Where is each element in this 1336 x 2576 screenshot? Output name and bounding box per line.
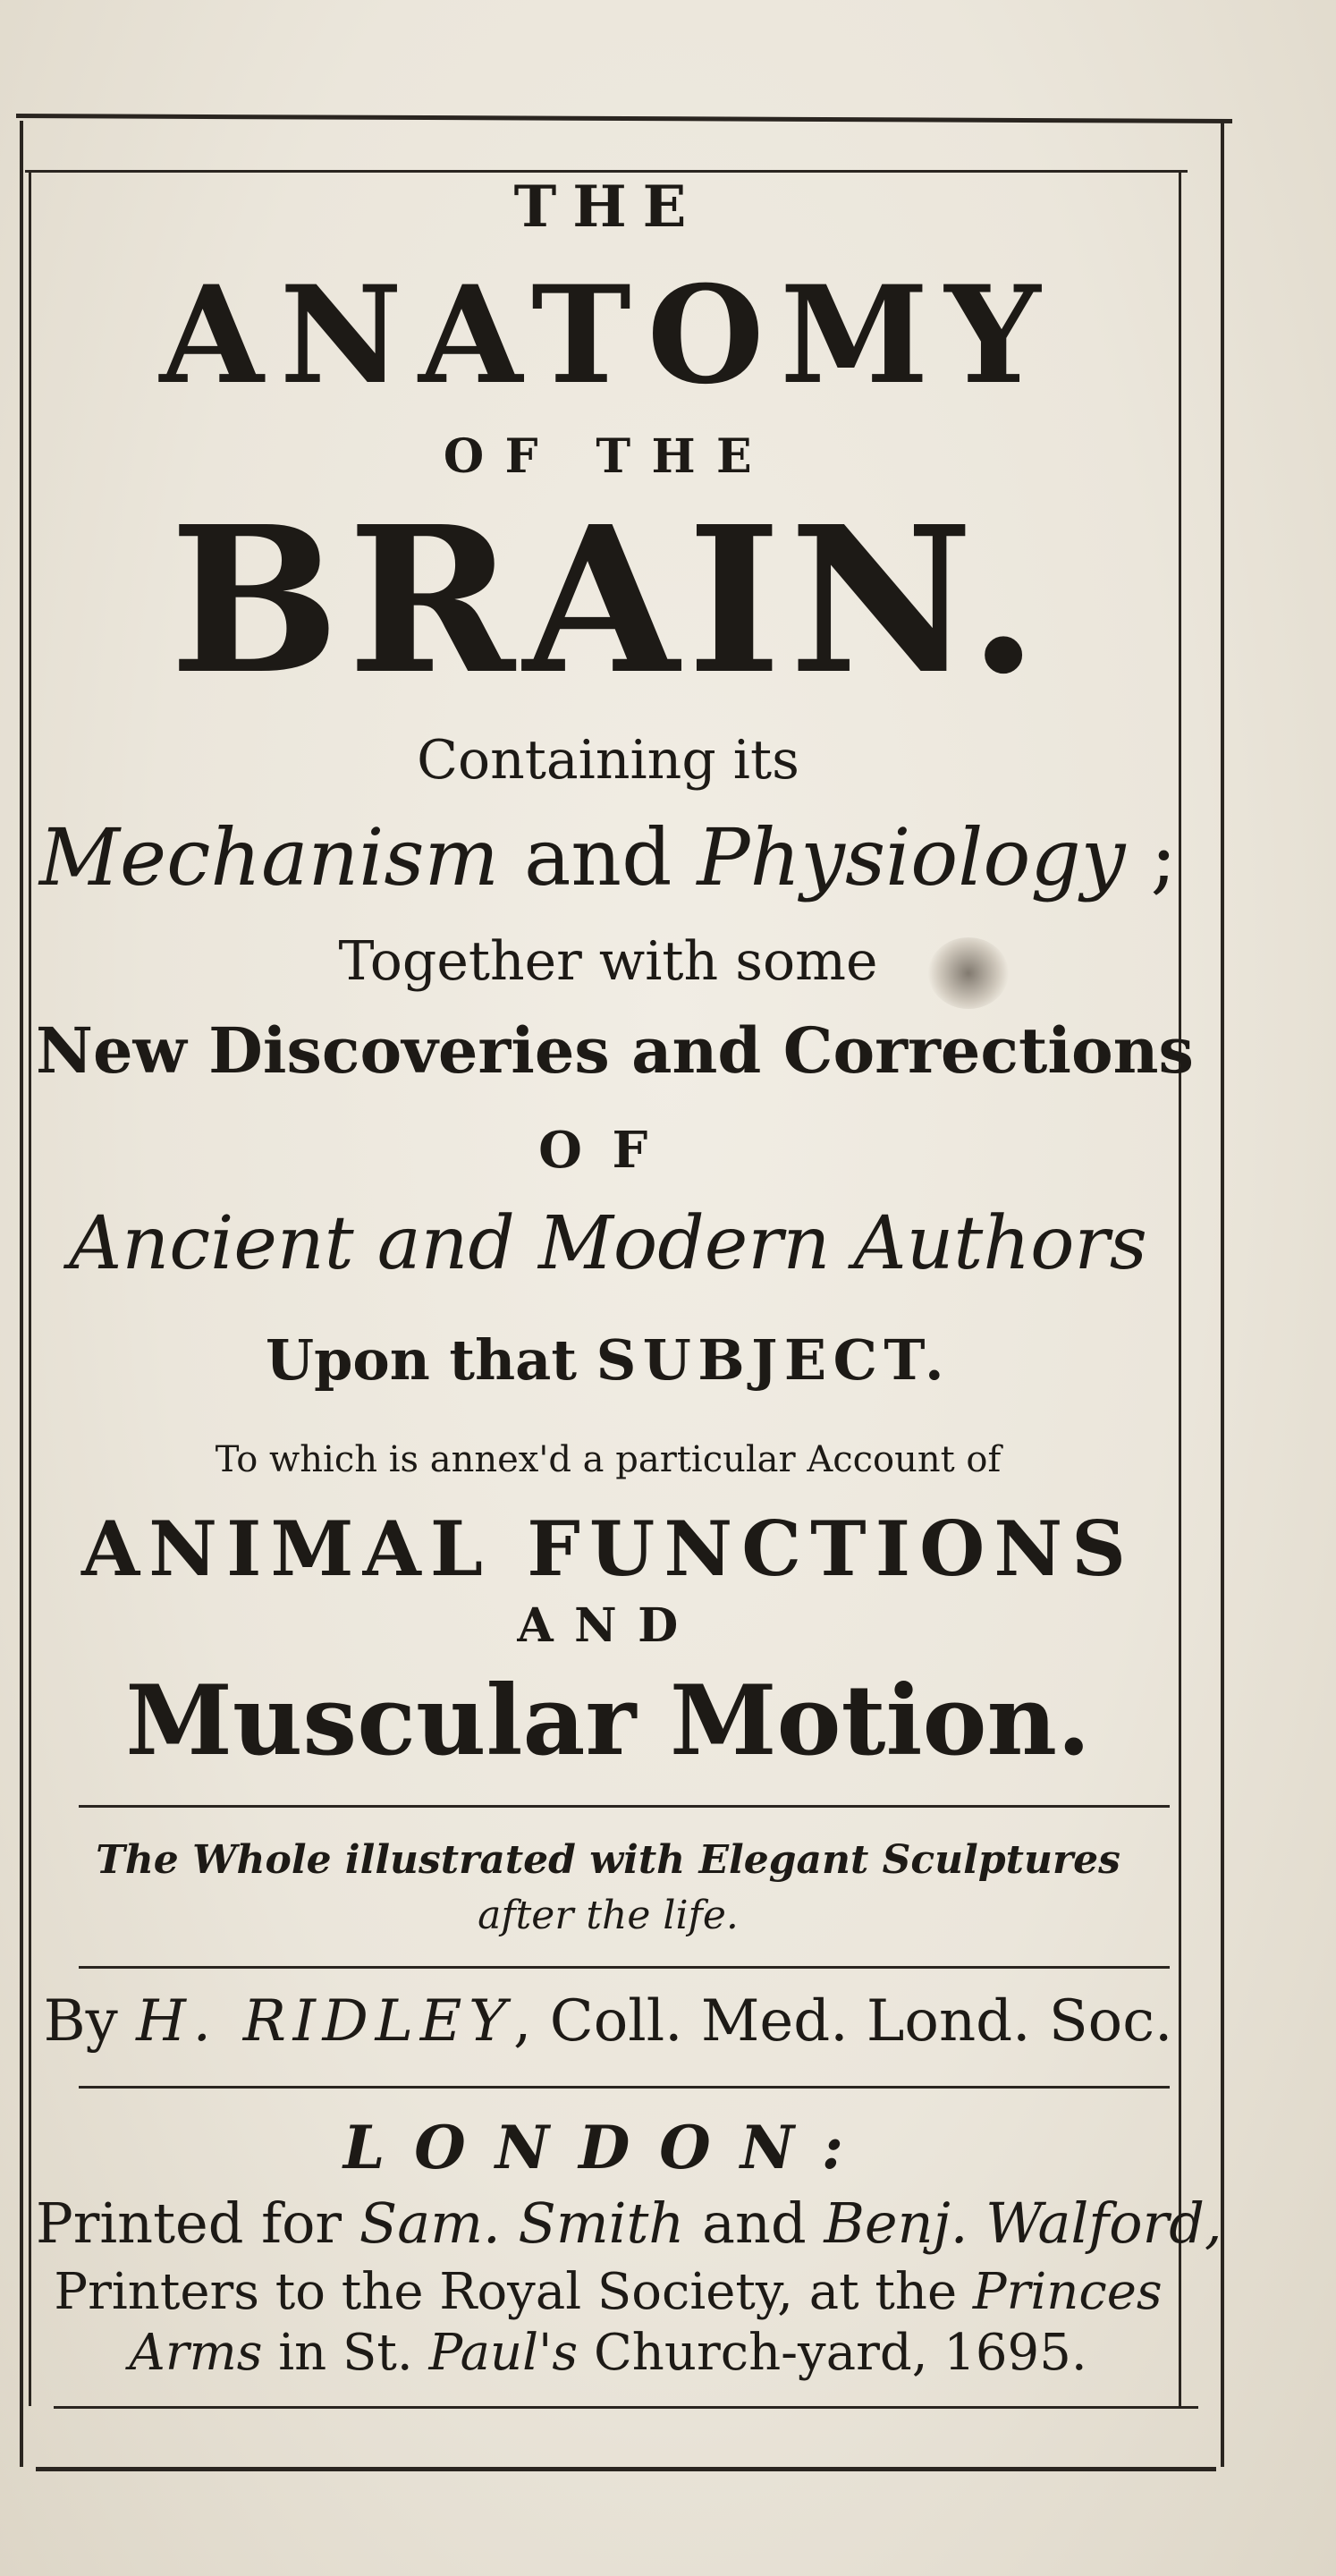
imprint-sam-smith: Sam. Smith (359, 2190, 685, 2256)
mechanism-end: ; (1125, 811, 1178, 903)
subtitle-annex: To which is annex'd a particular Account of (215, 1439, 1002, 1480)
subtitle-upon-subject (36, 1327, 1180, 1393)
subject-text: SUBJECT. (596, 1327, 951, 1393)
imprint-line-2 (36, 2263, 1180, 2321)
author-affiliation: , Coll. Med. Lond. Soc. (513, 1988, 1173, 2055)
subtitle-ancient-modern: Ancient and Modern Authors (69, 1201, 1147, 1286)
outer-frame-left-rule (20, 121, 23, 2467)
author-line (36, 1988, 1180, 2055)
imprint-line-1 (36, 2190, 1222, 2256)
inner-frame-bottom-rule (54, 2406, 1198, 2409)
title-anatomy: ANATOMY (159, 257, 1057, 414)
imprint-arms: Arms (129, 2324, 263, 2382)
author-by: By (43, 1988, 137, 2055)
imprint-benj-walford: Benj. Walford, (824, 2190, 1222, 2256)
mechanism-word: Mechanism (38, 811, 499, 903)
subtitle-of: OF (538, 1121, 678, 1180)
imprint-line-3 (36, 2324, 1180, 2382)
subtitle-animal-functions: ANIMAL FUNCTIONS (81, 1504, 1135, 1593)
separator-rule-3 (79, 2086, 1170, 2089)
imprint-in-st: in St. (262, 2324, 429, 2382)
outer-frame-bottom-rule (36, 2467, 1216, 2471)
illustration-note-2: after the life. (478, 1893, 739, 1938)
subtitle-muscular-motion: Muscular Motion. (125, 1665, 1091, 1777)
illustration-note: The Whole illustrated with Elegant Sculptures (96, 1837, 1120, 1883)
imprint-and: and (684, 2190, 824, 2256)
outer-frame-top-rule (16, 114, 1232, 123)
title-brain: BRAIN. (169, 483, 1047, 719)
separator-rule-2 (79, 1966, 1170, 1969)
inner-frame-top-rule (25, 170, 1188, 173)
subtitle-containing: Containing its (417, 729, 799, 792)
outer-frame-right-rule (1221, 121, 1224, 2467)
imprint-london: LONDON: (342, 2113, 874, 2182)
inner-frame-left-rule (29, 170, 31, 2406)
author-name: H. RIDLEY (136, 1988, 514, 2055)
subtitle-together: Together with some (338, 930, 878, 993)
separator-rule-1 (79, 1805, 1170, 1808)
imprint-pauls: Paul's (428, 2324, 579, 2382)
physiology-word: Physiology (697, 811, 1126, 903)
upon-text: Upon that (266, 1327, 596, 1393)
imprint-princes: Princes (972, 2263, 1163, 2321)
imprint-printers: Printers to the Royal Society, at the (54, 2263, 973, 2321)
subtitle-and: AND (517, 1598, 699, 1653)
subtitle-mechanism (36, 811, 1180, 903)
ink-stain (928, 937, 1009, 1009)
title-the: THE (513, 174, 703, 241)
subtitle-new-discoveries: New Discoveries and Corrections (36, 1013, 1194, 1088)
mechanism-and: and (498, 811, 698, 903)
imprint-church-yard-date: Church-yard, 1695. (578, 2324, 1087, 2382)
title-of-the: OF THE (443, 429, 774, 484)
imprint-printed-for: Printed for (36, 2190, 359, 2256)
